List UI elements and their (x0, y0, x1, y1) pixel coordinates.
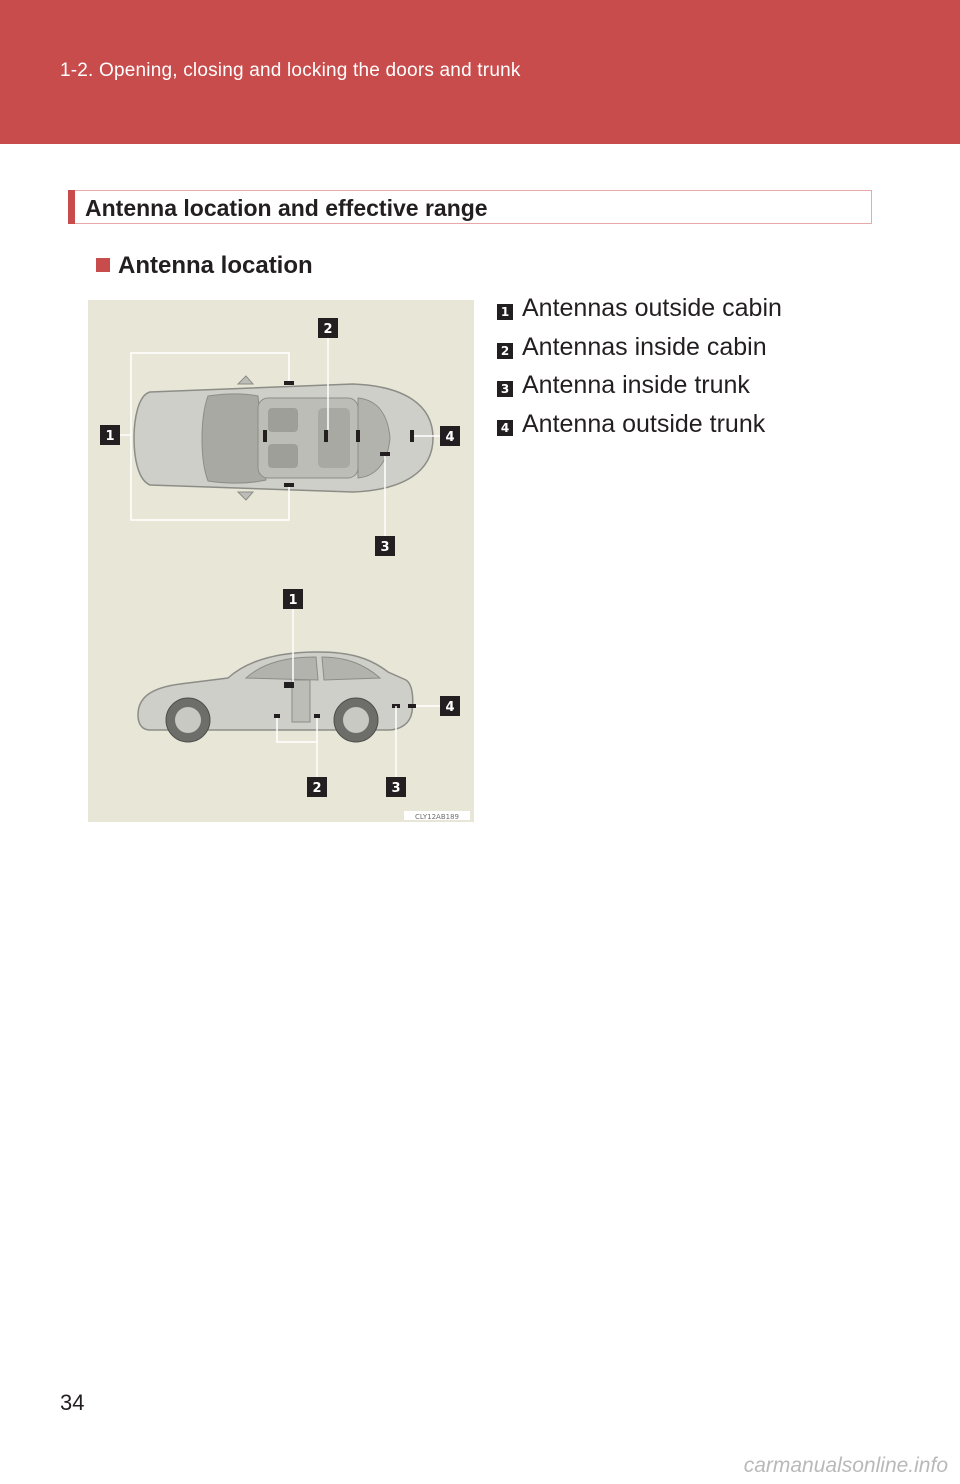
legend-item (497, 410, 877, 449)
antenna-location-figure (88, 300, 474, 822)
subsection-title: Antenna location (118, 252, 313, 279)
section-title: Antenna location and effective range (85, 195, 488, 221)
callout-label: 2 (312, 781, 322, 796)
page-number: 34 (60, 1390, 85, 1415)
legend-number: 2 (497, 343, 513, 359)
legend-number: 4 (497, 420, 513, 436)
watermark: carmanualsonline.info (743, 1454, 948, 1477)
subsection-heading (96, 252, 313, 280)
callout-label: 2 (323, 322, 333, 337)
callout-label: 3 (391, 781, 401, 796)
legend-label: Antenna outside trunk (522, 409, 766, 438)
legend-label: Antennas outside cabin (522, 294, 782, 322)
figure-code: CLY12AB189 (415, 813, 459, 821)
chapter-title: 1-2. Opening, closing and locking the doors and trunk (60, 60, 521, 81)
legend-label: Antenna inside trunk (522, 371, 750, 400)
legend-label: Antennas inside cabin (522, 332, 767, 361)
callout-label: 1 (105, 429, 115, 444)
legend-item (497, 333, 877, 372)
legend-number: 1 (497, 304, 513, 320)
legend-number: 3 (497, 381, 513, 397)
callout-label: 1 (288, 593, 298, 608)
legend-item (497, 371, 877, 410)
callout-label: 3 (380, 540, 390, 555)
car-diagram (88, 300, 474, 822)
legend-item (497, 294, 877, 333)
callout-label: 4 (445, 700, 455, 715)
car-side-view (138, 609, 440, 777)
section-accent (68, 190, 75, 224)
header-band (0, 0, 960, 144)
car-top-view (120, 338, 440, 536)
antenna-legend (497, 294, 877, 448)
section-heading-bar (68, 190, 872, 224)
square-bullet-icon (96, 258, 110, 272)
callout-label: 4 (445, 430, 455, 445)
